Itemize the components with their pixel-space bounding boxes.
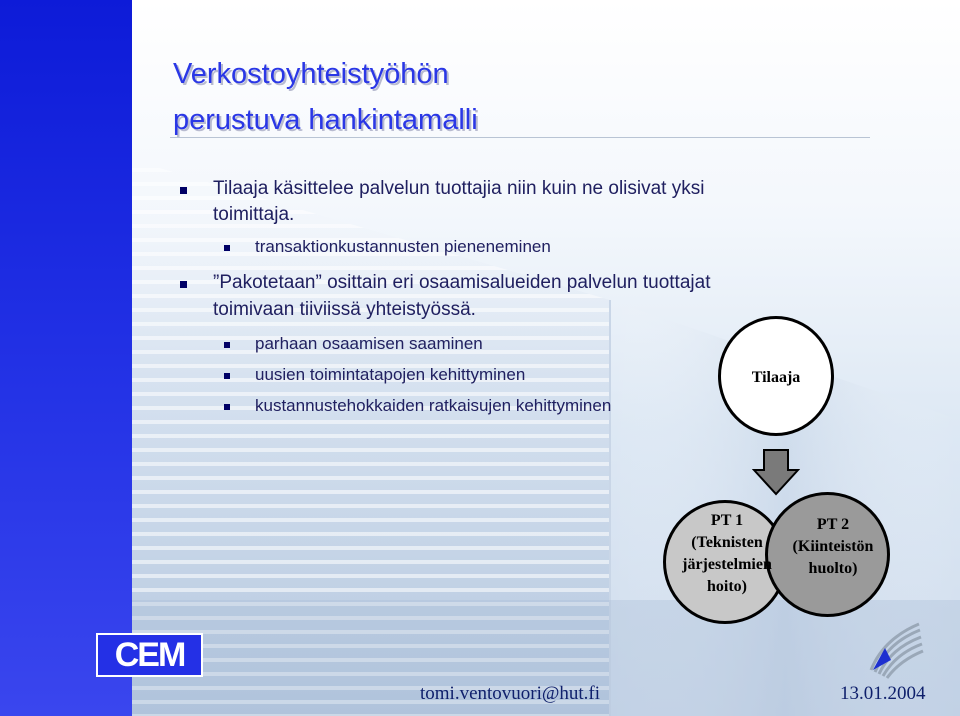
bullet-square-icon [180,281,187,288]
bullet-1-line-2: toimittaja. [213,204,295,225]
bullet-2-sub-2: uusien toimintatapojen kehittyminen [255,365,526,384]
bullet-2-line-2: toimivaan tiiviissä yhteistyössä. [213,299,476,320]
pt2-label-line-2: (Kiinteistön [792,538,874,555]
bullet-1-sub-1: transaktionkustannusten pieneneminen [255,237,551,256]
title-underline [170,137,870,138]
pt1-label-line-3: järjestelmien [682,556,772,573]
pt2-label-line-3: huolto) [808,560,858,577]
slide-title-line-1: Verkostoyhteistyöhön [173,58,449,90]
down-arrow-icon [752,448,800,496]
cem-logo: CEM [96,633,203,677]
sub-bullet-square-icon [224,342,230,348]
pt1-label-line-1: PT 1 [710,512,744,529]
bullet-2-sub-1: parhaan osaamisen saaminen [255,334,483,353]
slide-title-line-2: perustuva hankintamalli [173,104,478,136]
bullet-1-line-1: Tilaaja käsittelee palvelun tuottajia niin kuin ne olisivat yksi [213,178,705,199]
bullet-square-icon [180,187,187,194]
bullet-2-sub-3: kustannustehokkaiden ratkaisujen kehittyminen [255,396,612,415]
tilaaja-circle [718,316,834,436]
footer-email: tomi.ventovuori@hut.fi [420,683,601,704]
tilaaja-label: Tilaaja [751,369,801,386]
pt1-label-line-4: hoito) [707,578,747,595]
pt2-label-line-1: PT 2 [816,516,850,533]
footer-date: 13.01.2004 [840,683,926,704]
university-logo-icon [865,620,925,682]
pt1-label-line-2: (Teknisten [691,534,763,551]
sub-bullet-square-icon [224,404,230,410]
bullet-2-line-1: ”Pakotetaan” osittain eri osaamisalueiden palvelun tuottajat [213,272,711,293]
sub-bullet-square-icon [224,373,230,379]
sub-bullet-square-icon [224,245,230,251]
